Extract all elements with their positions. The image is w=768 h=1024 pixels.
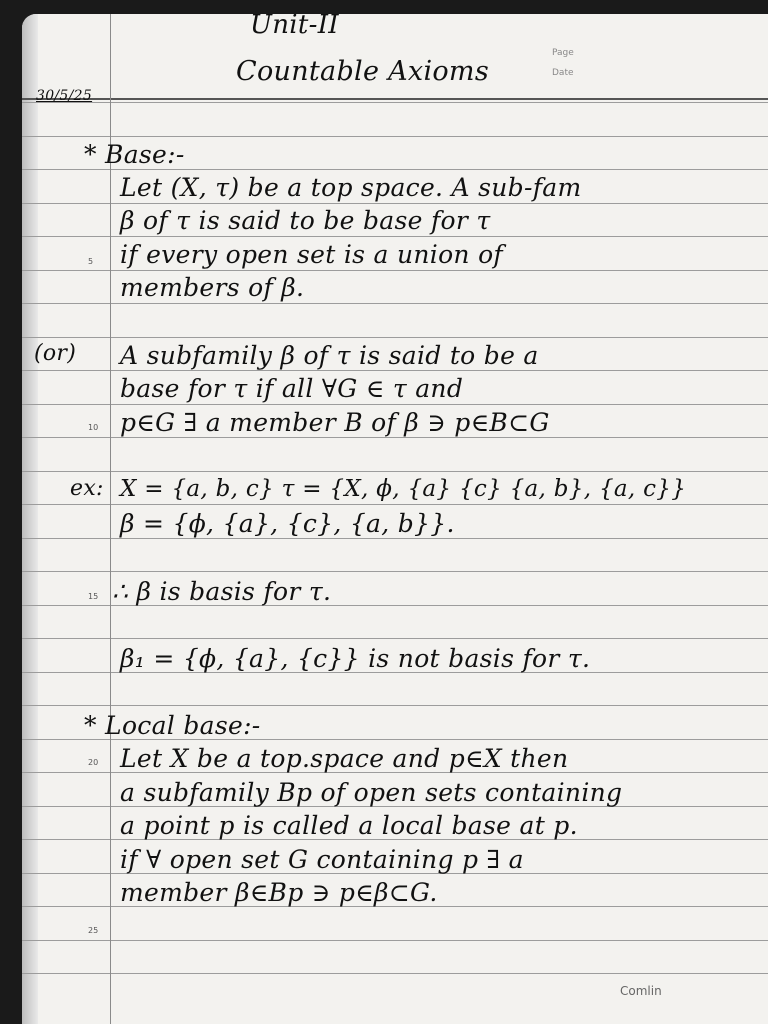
header-line — [22, 98, 768, 100]
text-line: A subfamily β of τ is said to be a — [120, 341, 539, 370]
ruled-line — [22, 973, 768, 974]
notebook-brand: Comlin — [620, 984, 662, 998]
or-label: (or) — [34, 341, 77, 366]
ruled-line — [22, 270, 768, 271]
line-number: 20 — [88, 758, 99, 767]
text-line: ∴ β is basis for τ. — [112, 577, 332, 606]
ruled-line — [22, 437, 768, 438]
example-label: ex: — [70, 476, 104, 501]
unit-heading: Unit-II — [250, 14, 339, 40]
text-line: a subfamily Bp of open sets containing — [120, 778, 623, 807]
ruled-line — [22, 940, 768, 941]
ruled-line — [22, 404, 768, 405]
ruled-line — [22, 203, 768, 204]
ruled-line — [22, 169, 768, 170]
line-number: 10 — [88, 423, 99, 432]
text-line: p∈G ∃ a member B of β ∋ p∈B⊂G — [120, 408, 550, 437]
text-line: a point p is called a local base at p. — [120, 811, 578, 840]
text-line: β of τ is said to be base for τ — [120, 206, 491, 235]
line-number: 5 — [88, 257, 94, 266]
text-line: β₁ = {ϕ, {a}, {c}} is not basis for τ. — [120, 644, 591, 673]
text-line: members of β. — [120, 273, 305, 302]
text-line: Let X be a top.space and p∈X then — [120, 744, 569, 773]
text-line: X = {a, b, c} τ = {X, ϕ, {a} {c} {a, b}, {a, c}} — [120, 476, 687, 502]
ruled-line — [22, 705, 768, 706]
text-line: base for τ if all ∀G ∈ τ and — [120, 374, 464, 403]
ruled-line — [22, 303, 768, 304]
local-base-heading: * Local base:- — [84, 711, 261, 740]
ruled-line — [22, 638, 768, 639]
text-line: β = {ϕ, {a}, {c}, {a, b}}. — [120, 509, 455, 538]
page-label: Page — [552, 48, 574, 58]
ruled-line — [22, 504, 768, 505]
ruled-line — [22, 337, 768, 338]
ruled-line — [22, 236, 768, 237]
notebook-page — [22, 14, 768, 1024]
line-number: 15 — [88, 592, 99, 601]
page-title: Countable Axioms — [236, 56, 489, 87]
date-label: Date — [552, 68, 574, 78]
text-line: member β∈Bp ∋ p∈β⊂G. — [120, 878, 438, 907]
text-line: Let (X, τ) be a top space. A sub-fam — [120, 173, 582, 202]
text-line: if ∀ open set G containing p ∃ a — [120, 845, 524, 874]
note-date: 30/5/25 — [36, 88, 93, 104]
ruled-line — [22, 370, 768, 371]
ruled-line — [22, 102, 768, 103]
ruled-line — [22, 136, 768, 137]
line-number: 25 — [88, 926, 99, 935]
ruled-line — [22, 471, 768, 472]
text-line: if every open set is a union of — [120, 240, 503, 269]
ruled-line — [22, 571, 768, 572]
base-heading: * Base:- — [84, 140, 185, 169]
